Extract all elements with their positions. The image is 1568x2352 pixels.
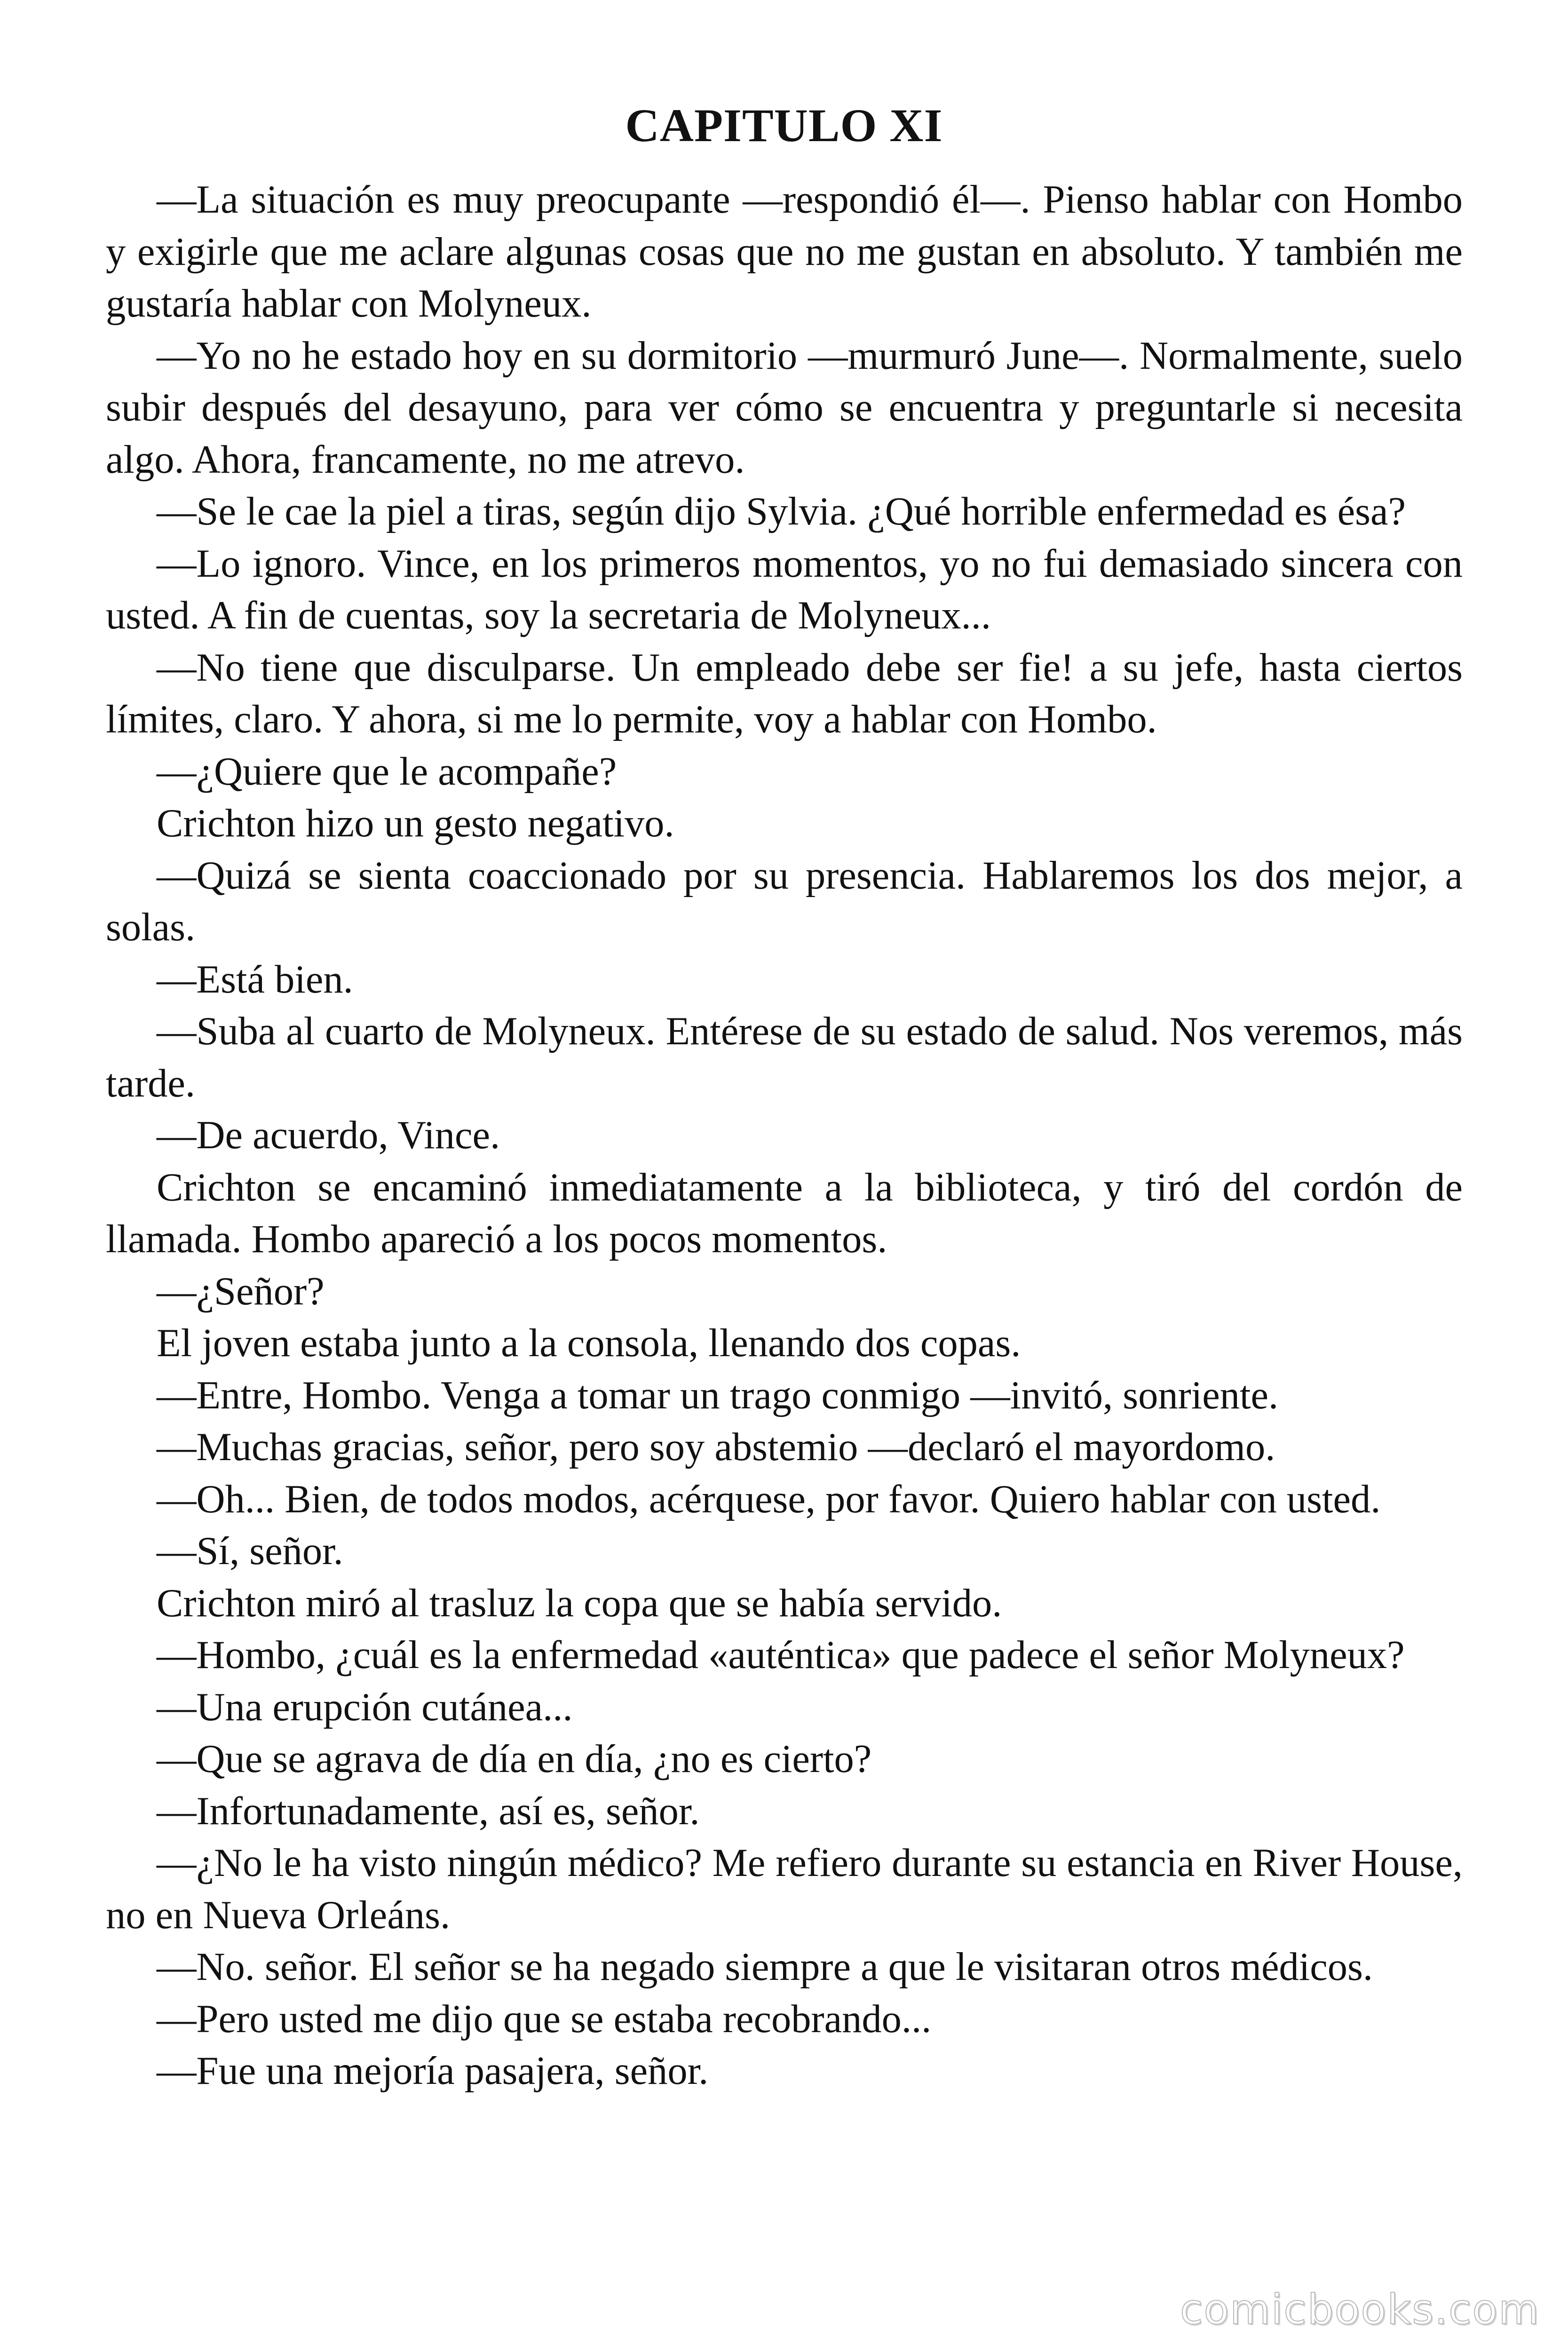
paragraph: —Muchas gracias, señor, pero soy abstemio —declaró el mayordomo. <box>157 1425 1275 1469</box>
paragraph: —No tiene que disculparse. Un empleado debe ser fie! a su jefe, hasta ciertos límites, claro. Y ahora, si me lo permite, voy a hablar con Hombo. <box>106 645 1463 741</box>
paragraph: —Oh... Bien, de todos modos, acérquese, por favor. Quiero hablar con usted. <box>157 1477 1381 1521</box>
paragraph: Crichton hizo un gesto negativo. <box>157 802 674 845</box>
paragraph: —La situación es muy preocupante —respondió él—. Pienso hablar con Hombo y exigirle que me aclare algunas cosas que no me gustan en absoluto. Y también me gustaría hablar con Molyneux. <box>106 178 1463 326</box>
paragraph: —Quizá se sienta coaccionado por su presencia. Hablaremos los dos mejor, a solas. <box>106 853 1463 949</box>
paragraph: —Se le cae la piel a tiras, según dijo Sylvia. ¿Qué horrible enfermedad es ésa? <box>157 490 1406 533</box>
paragraph: —Entre, Hombo. Venga a tomar un trago conmigo —invitó, sonriente. <box>157 1373 1279 1417</box>
paragraph: Crichton se encaminó inmediatamente a la biblioteca, y tiró del cordón de llamada. Hombo apareció a los pocos momentos. <box>106 1165 1463 1261</box>
paragraph: —Sí, señor. <box>157 1529 343 1573</box>
paragraph: —No. señor. El señor se ha negado siempre a que le visitaran otros médicos. <box>157 1945 1373 1989</box>
paragraph: —De acuerdo, Vince. <box>157 1113 500 1157</box>
paragraph: Crichton miró al trasluz la copa que se había servido. <box>157 1581 1002 1625</box>
body-text <box>106 174 1463 2098</box>
paragraph: —Una erupción cutánea... <box>157 1685 573 1729</box>
paragraph: —Hombo, ¿cuál es la enfermedad «auténtica» que padece el señor Molyneux? <box>157 1633 1405 1677</box>
paragraph: —¿No le ha visto ningún médico? Me refiero durante su estancia en River House, no en Nueva Orleáns. <box>106 1841 1463 1937</box>
paragraph: —Pero usted me dijo que se estaba recobrando... <box>157 1997 932 2041</box>
chapter-title: CAPITULO XI <box>625 99 943 151</box>
paragraph: —Que se agrava de día en día, ¿no es cierto? <box>157 1737 872 1781</box>
paragraph: —Infortunadamente, así es, señor. <box>157 1789 700 1833</box>
paragraph: —Fue una mejoría pasajera, señor. <box>157 2049 709 2093</box>
paragraph: El joven estaba junto a la consola, llenando dos copas. <box>157 1321 1021 1365</box>
paragraph: —¿Señor? <box>157 1269 325 1313</box>
paragraph: —Lo ignoro. Vince, en los primeros momentos, yo no fui demasiado sincera con usted. A fin de cuentas, soy la secretaria de Molyneux... <box>106 541 1463 637</box>
paragraph: —¿Quiere que le acompañe? <box>157 749 617 794</box>
paragraph: —Está bien. <box>157 957 353 1001</box>
paragraph: —Yo no he estado hoy en su dormitorio —murmuró June—. Normalmente, suelo subir después del desayuno, para ver cómo se encuentra y preguntarle si necesita algo. Ahora, francamente, no me atrevo. <box>106 334 1463 482</box>
paragraph: —Suba al cuarto de Molyneux. Entérese de su estado de salud. Nos veremos, más tarde. <box>106 1009 1463 1105</box>
watermark: comicbooks.com <box>1180 2285 1540 2334</box>
